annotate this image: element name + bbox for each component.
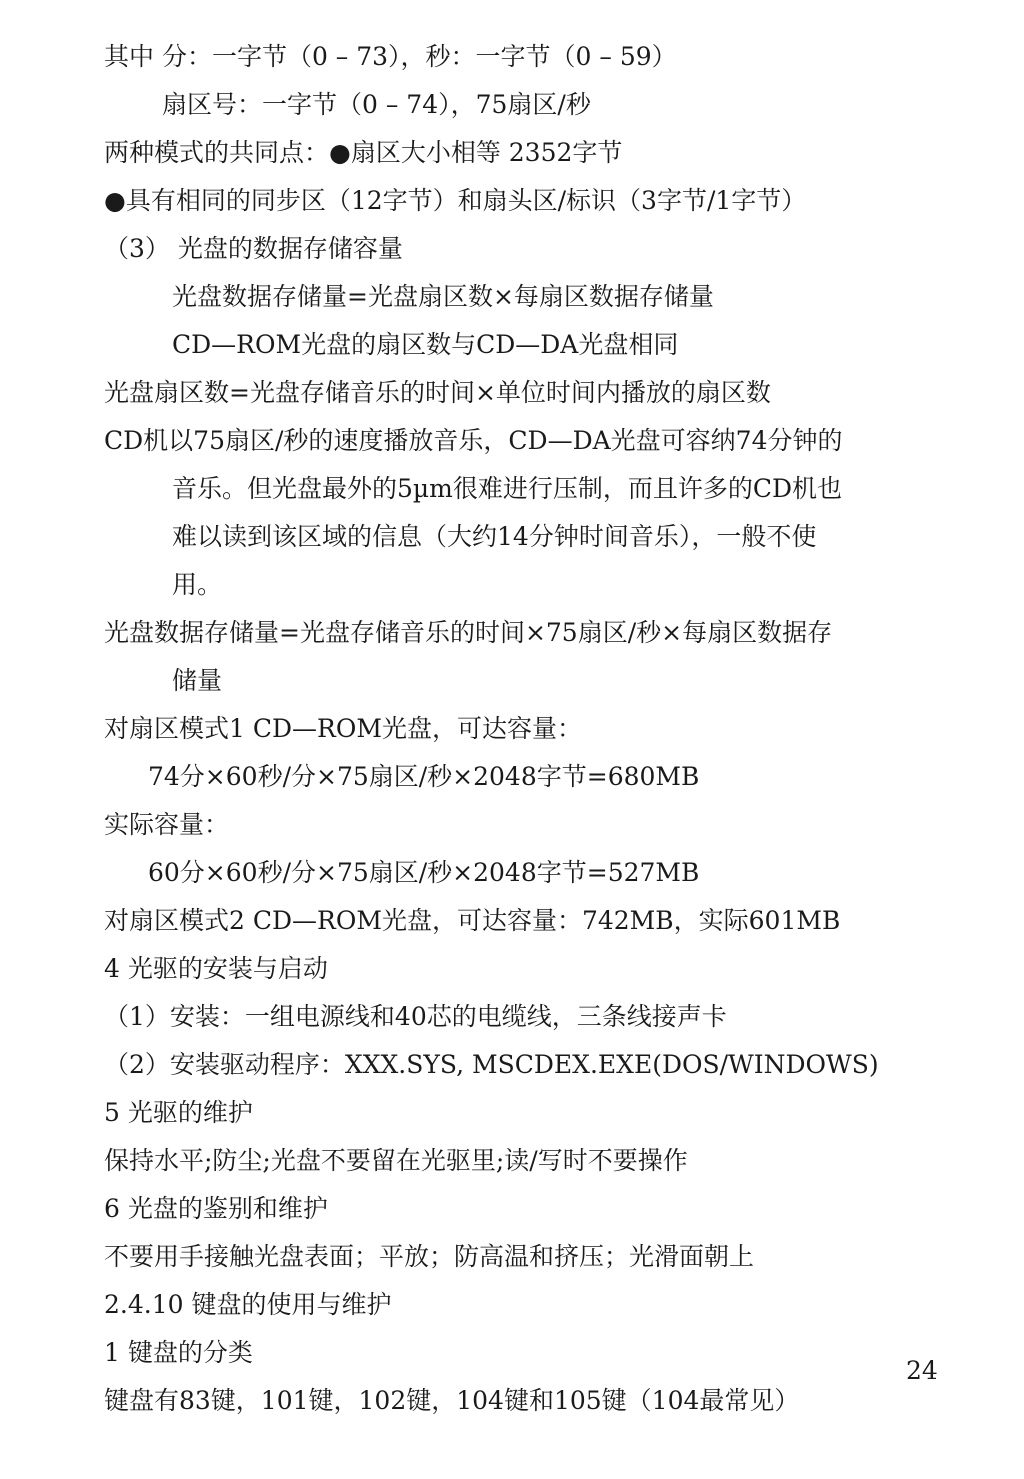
- text-line: 扇区号：一字节（0 – 74），75扇区/秒: [162, 90, 591, 119]
- formula-line: 74分×60秒/分×75扇区/秒×2048字节=680MB: [148, 762, 700, 791]
- text-line: 两种模式的共同点：●扇区大小相等 2352字节: [104, 138, 623, 167]
- text-line: 其中 分：一字节（0 – 73），秒：一字节（0 – 59）: [104, 42, 677, 71]
- text-line: 音乐。但光盘最外的5µm很难进行压制，而且许多的CD机也: [172, 474, 843, 503]
- text-line: ●具有相同的同步区（12字节）和扇头区/标识（3字节/1字节）: [104, 186, 807, 215]
- text-line: 对扇区模式2 CD—ROM光盘，可达容量：742MB，实际601MB: [104, 906, 841, 935]
- text-line: 键盘有83键，101键，102键，104键和105键（104最常见）: [104, 1386, 800, 1415]
- section-heading: 4 光驱的安装与启动: [104, 954, 328, 983]
- section-heading: 6 光盘的鉴别和维护: [104, 1194, 328, 1223]
- section-heading: 1 键盘的分类: [104, 1338, 253, 1367]
- text-line: 不要用手接触光盘表面；平放；防高温和挤压；光滑面朝上: [104, 1242, 755, 1271]
- formula-line: 60分×60秒/分×75扇区/秒×2048字节=527MB: [148, 858, 700, 887]
- text-line: （1）安装：一组电源线和40芯的电缆线，三条线接声卡: [104, 1002, 727, 1031]
- text-line: 保持水平;防尘;光盘不要留在光驱里;读/写时不要操作: [104, 1146, 688, 1175]
- section-heading: 2.4.10 键盘的使用与维护: [104, 1290, 392, 1319]
- section-heading: （3） 光盘的数据存储容量: [104, 234, 403, 263]
- text-line: 储量: [172, 666, 223, 695]
- text-line: CD机以75扇区/秒的速度播放音乐，CD—DA光盘可容纳74分钟的: [104, 426, 843, 455]
- text-line: 光盘数据存储量=光盘存储音乐的时间×75扇区/秒×每扇区数据存: [104, 618, 833, 647]
- section-heading: 5 光驱的维护: [104, 1098, 253, 1127]
- text-line: 用。: [172, 570, 223, 599]
- text-line: 光盘扇区数=光盘存储音乐的时间×单位时间内播放的扇区数: [104, 378, 771, 407]
- text-line: 光盘数据存储量=光盘扇区数×每扇区数据存储量: [172, 282, 714, 311]
- text-line: 对扇区模式1 CD—ROM光盘，可达容量：: [104, 714, 582, 743]
- text-line: 实际容量：: [104, 810, 230, 839]
- text-line: 难以读到该区域的信息（大约14分钟时间音乐），一般不使: [172, 522, 817, 551]
- text-line: CD—ROM光盘的扇区数与CD—DA光盘相同: [172, 330, 679, 359]
- page-number: 24: [906, 1356, 938, 1385]
- text-line: （2）安装驱动程序：XXX.SYS, MSCDEX.EXE(DOS/WINDOWS): [104, 1050, 879, 1079]
